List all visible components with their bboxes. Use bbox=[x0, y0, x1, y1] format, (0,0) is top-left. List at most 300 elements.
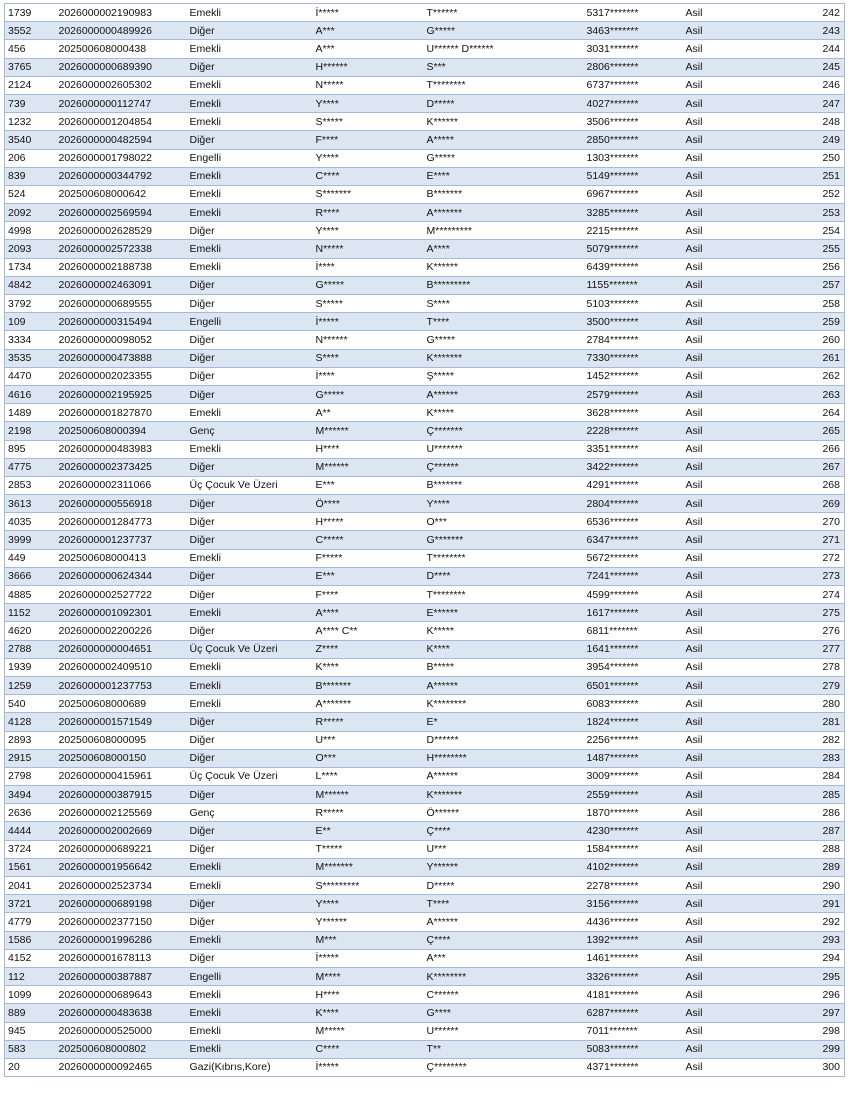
cell-application-no: 2893 bbox=[5, 731, 56, 749]
cell-tc-no: 1617******* bbox=[584, 604, 683, 622]
cell-order-no: 275 bbox=[743, 604, 845, 622]
cell-last-name: U****** D****** bbox=[424, 40, 584, 58]
cell-first-name: E*** bbox=[313, 567, 424, 585]
cell-application-no: 449 bbox=[5, 549, 56, 567]
cell-category: Diğer bbox=[187, 895, 313, 913]
table-row bbox=[5, 76, 845, 94]
cell-status: Asil bbox=[683, 404, 743, 422]
cell-tc-no: 2228******* bbox=[584, 422, 683, 440]
cell-category: Diğer bbox=[187, 513, 313, 531]
cell-status: Asil bbox=[683, 713, 743, 731]
cell-status: Asil bbox=[683, 658, 743, 676]
cell-tc-no: 6439******* bbox=[584, 258, 683, 276]
cell-application-no: 4842 bbox=[5, 276, 56, 294]
cell-category: Engelli bbox=[187, 313, 313, 331]
cell-application-no: 112 bbox=[5, 967, 56, 985]
cell-first-name: C**** bbox=[313, 167, 424, 185]
cell-order-no: 245 bbox=[743, 58, 845, 76]
cell-category: Emekli bbox=[187, 549, 313, 567]
cell-reference-no: 2026000001678113 bbox=[56, 949, 187, 967]
table-row bbox=[5, 822, 845, 840]
results-table bbox=[4, 3, 845, 1077]
cell-reference-no: 202500608000394 bbox=[56, 422, 187, 440]
table-row bbox=[5, 513, 845, 531]
cell-application-no: 1152 bbox=[5, 604, 56, 622]
cell-tc-no: 4181******* bbox=[584, 986, 683, 1004]
cell-reference-no: 2026000002377150 bbox=[56, 913, 187, 931]
cell-tc-no: 3326******* bbox=[584, 967, 683, 985]
cell-order-no: 242 bbox=[743, 4, 845, 22]
cell-first-name: C**** bbox=[313, 1040, 424, 1058]
cell-application-no: 4779 bbox=[5, 913, 56, 931]
cell-last-name: Ö****** bbox=[424, 804, 584, 822]
cell-last-name: K****** bbox=[424, 258, 584, 276]
cell-first-name: H****** bbox=[313, 58, 424, 76]
cell-first-name: M****** bbox=[313, 458, 424, 476]
cell-category: Emekli bbox=[187, 676, 313, 694]
cell-tc-no: 2215******* bbox=[584, 222, 683, 240]
table-row bbox=[5, 986, 845, 1004]
cell-order-no: 261 bbox=[743, 349, 845, 367]
cell-reference-no: 2026000000473888 bbox=[56, 349, 187, 367]
cell-reference-no: 2026000000092465 bbox=[56, 1058, 187, 1076]
cell-reference-no: 2026000000004651 bbox=[56, 640, 187, 658]
cell-first-name: Y****** bbox=[313, 913, 424, 931]
table-row bbox=[5, 767, 845, 785]
cell-status: Asil bbox=[683, 622, 743, 640]
cell-category: Diğer bbox=[187, 276, 313, 294]
cell-last-name: D***** bbox=[424, 94, 584, 112]
cell-reference-no: 2026000000689198 bbox=[56, 895, 187, 913]
cell-order-no: 250 bbox=[743, 149, 845, 167]
cell-order-no: 248 bbox=[743, 113, 845, 131]
table-row bbox=[5, 185, 845, 203]
cell-status: Asil bbox=[683, 40, 743, 58]
cell-tc-no: 3506******* bbox=[584, 113, 683, 131]
cell-status: Asil bbox=[683, 767, 743, 785]
cell-last-name: T**** bbox=[424, 895, 584, 913]
cell-reference-no: 2026000002188738 bbox=[56, 258, 187, 276]
cell-last-name: A****** bbox=[424, 676, 584, 694]
cell-application-no: 1586 bbox=[5, 931, 56, 949]
cell-last-name: A*** bbox=[424, 949, 584, 967]
cell-status: Asil bbox=[683, 749, 743, 767]
cell-category: Diğer bbox=[187, 58, 313, 76]
cell-order-no: 281 bbox=[743, 713, 845, 731]
table-row bbox=[5, 695, 845, 713]
cell-application-no: 4470 bbox=[5, 367, 56, 385]
cell-category: Emekli bbox=[187, 658, 313, 676]
cell-last-name: T**** bbox=[424, 313, 584, 331]
table-row bbox=[5, 58, 845, 76]
cell-application-no: 206 bbox=[5, 149, 56, 167]
cell-reference-no: 2026000002628529 bbox=[56, 222, 187, 240]
cell-order-no: 280 bbox=[743, 695, 845, 713]
cell-first-name: A**** C** bbox=[313, 622, 424, 640]
cell-status: Asil bbox=[683, 131, 743, 149]
table-row bbox=[5, 40, 845, 58]
cell-last-name: E**** bbox=[424, 167, 584, 185]
cell-tc-no: 1641******* bbox=[584, 640, 683, 658]
cell-order-no: 271 bbox=[743, 531, 845, 549]
cell-status: Asil bbox=[683, 804, 743, 822]
cell-last-name: K****** bbox=[424, 113, 584, 131]
cell-category: Diğer bbox=[187, 786, 313, 804]
cell-status: Asil bbox=[683, 22, 743, 40]
cell-category: Emekli bbox=[187, 604, 313, 622]
cell-reference-no: 202500608000802 bbox=[56, 1040, 187, 1058]
cell-order-no: 298 bbox=[743, 1022, 845, 1040]
cell-last-name: K***** bbox=[424, 622, 584, 640]
cell-application-no: 1739 bbox=[5, 4, 56, 22]
cell-last-name: E* bbox=[424, 713, 584, 731]
cell-status: Asil bbox=[683, 204, 743, 222]
cell-category: Engelli bbox=[187, 149, 313, 167]
cell-status: Asil bbox=[683, 113, 743, 131]
cell-reference-no: 2026000000387887 bbox=[56, 967, 187, 985]
cell-category: Üç Çocuk Ve Üzeri bbox=[187, 640, 313, 658]
cell-last-name: G***** bbox=[424, 149, 584, 167]
cell-first-name: Y**** bbox=[313, 94, 424, 112]
cell-reference-no: 2026000002200226 bbox=[56, 622, 187, 640]
cell-tc-no: 3628******* bbox=[584, 404, 683, 422]
cell-category: Diğer bbox=[187, 349, 313, 367]
cell-last-name: K******* bbox=[424, 786, 584, 804]
cell-reference-no: 2026000000689555 bbox=[56, 295, 187, 313]
table-row bbox=[5, 1004, 845, 1022]
cell-status: Asil bbox=[683, 913, 743, 931]
cell-tc-no: 2784******* bbox=[584, 331, 683, 349]
cell-first-name: M***** bbox=[313, 1022, 424, 1040]
cell-first-name: F***** bbox=[313, 549, 424, 567]
cell-first-name: L**** bbox=[313, 767, 424, 785]
cell-reference-no: 2026000001284773 bbox=[56, 513, 187, 531]
cell-tc-no: 1155******* bbox=[584, 276, 683, 294]
cell-application-no: 583 bbox=[5, 1040, 56, 1058]
cell-first-name: S***** bbox=[313, 113, 424, 131]
cell-last-name: U******* bbox=[424, 440, 584, 458]
cell-last-name: T******** bbox=[424, 76, 584, 94]
cell-application-no: 3765 bbox=[5, 58, 56, 76]
cell-order-no: 273 bbox=[743, 567, 845, 585]
table-row bbox=[5, 204, 845, 222]
cell-application-no: 3792 bbox=[5, 295, 56, 313]
cell-first-name: C***** bbox=[313, 531, 424, 549]
cell-order-no: 282 bbox=[743, 731, 845, 749]
cell-last-name: D***** bbox=[424, 877, 584, 895]
cell-tc-no: 6536******* bbox=[584, 513, 683, 531]
cell-first-name: A**** bbox=[313, 604, 424, 622]
cell-reference-no: 2026000000483983 bbox=[56, 440, 187, 458]
cell-application-no: 3721 bbox=[5, 895, 56, 913]
cell-order-no: 272 bbox=[743, 549, 845, 567]
cell-last-name: G***** bbox=[424, 331, 584, 349]
cell-last-name: Ş***** bbox=[424, 367, 584, 385]
cell-category: Emekli bbox=[187, 404, 313, 422]
cell-tc-no: 6737******* bbox=[584, 76, 683, 94]
table-row bbox=[5, 385, 845, 403]
cell-application-no: 895 bbox=[5, 440, 56, 458]
cell-last-name: G***** bbox=[424, 22, 584, 40]
cell-application-no: 3540 bbox=[5, 131, 56, 149]
cell-last-name: A****** bbox=[424, 767, 584, 785]
cell-last-name: Y**** bbox=[424, 495, 584, 513]
cell-application-no: 2041 bbox=[5, 877, 56, 895]
cell-application-no: 109 bbox=[5, 313, 56, 331]
cell-category: Diğer bbox=[187, 495, 313, 513]
cell-category: Diğer bbox=[187, 331, 313, 349]
table-row bbox=[5, 240, 845, 258]
cell-first-name: Y**** bbox=[313, 149, 424, 167]
cell-category: Genç bbox=[187, 422, 313, 440]
table-row bbox=[5, 258, 845, 276]
cell-first-name: R***** bbox=[313, 713, 424, 731]
table-row bbox=[5, 331, 845, 349]
cell-first-name: E** bbox=[313, 822, 424, 840]
cell-reference-no: 2026000000482594 bbox=[56, 131, 187, 149]
cell-order-no: 253 bbox=[743, 204, 845, 222]
cell-order-no: 252 bbox=[743, 185, 845, 203]
cell-order-no: 254 bbox=[743, 222, 845, 240]
cell-tc-no: 3351******* bbox=[584, 440, 683, 458]
cell-tc-no: 5149******* bbox=[584, 167, 683, 185]
cell-status: Asil bbox=[683, 1058, 743, 1076]
cell-category: Diğer bbox=[187, 385, 313, 403]
cell-tc-no: 3954******* bbox=[584, 658, 683, 676]
cell-status: Asil bbox=[683, 986, 743, 1004]
cell-status: Asil bbox=[683, 695, 743, 713]
cell-last-name: K******** bbox=[424, 695, 584, 713]
cell-tc-no: 6501******* bbox=[584, 676, 683, 694]
cell-category: Diğer bbox=[187, 222, 313, 240]
cell-application-no: 4775 bbox=[5, 458, 56, 476]
cell-order-no: 260 bbox=[743, 331, 845, 349]
cell-reference-no: 2026000002190983 bbox=[56, 4, 187, 22]
cell-application-no: 4885 bbox=[5, 586, 56, 604]
cell-order-no: 274 bbox=[743, 586, 845, 604]
cell-last-name: A***** bbox=[424, 131, 584, 149]
table-row bbox=[5, 586, 845, 604]
cell-application-no: 3613 bbox=[5, 495, 56, 513]
cell-first-name: S********* bbox=[313, 877, 424, 895]
cell-reference-no: 2026000001956642 bbox=[56, 858, 187, 876]
cell-last-name: A**** bbox=[424, 240, 584, 258]
cell-status: Asil bbox=[683, 167, 743, 185]
cell-last-name: K******** bbox=[424, 967, 584, 985]
cell-tc-no: 1824******* bbox=[584, 713, 683, 731]
cell-last-name: S**** bbox=[424, 295, 584, 313]
cell-application-no: 2853 bbox=[5, 476, 56, 494]
cell-tc-no: 2806******* bbox=[584, 58, 683, 76]
cell-status: Asil bbox=[683, 385, 743, 403]
table-row bbox=[5, 967, 845, 985]
cell-first-name: G***** bbox=[313, 276, 424, 294]
cell-order-no: 296 bbox=[743, 986, 845, 1004]
cell-order-no: 278 bbox=[743, 658, 845, 676]
cell-reference-no: 202500608000095 bbox=[56, 731, 187, 749]
cell-category: Engelli bbox=[187, 967, 313, 985]
cell-tc-no: 4027******* bbox=[584, 94, 683, 112]
cell-category: Emekli bbox=[187, 40, 313, 58]
cell-category: Üç Çocuk Ve Üzeri bbox=[187, 767, 313, 785]
cell-reference-no: 2026000000415961 bbox=[56, 767, 187, 785]
cell-order-no: 295 bbox=[743, 967, 845, 985]
cell-category: Emekli bbox=[187, 240, 313, 258]
cell-status: Asil bbox=[683, 422, 743, 440]
cell-category: Emekli bbox=[187, 986, 313, 1004]
cell-last-name: T******** bbox=[424, 586, 584, 604]
table-row bbox=[5, 1040, 845, 1058]
cell-first-name: Y**** bbox=[313, 895, 424, 913]
table-row bbox=[5, 877, 845, 895]
cell-first-name: R**** bbox=[313, 204, 424, 222]
cell-order-no: 283 bbox=[743, 749, 845, 767]
cell-last-name: D**** bbox=[424, 567, 584, 585]
cell-reference-no: 2026000000624344 bbox=[56, 567, 187, 585]
cell-application-no: 2093 bbox=[5, 240, 56, 258]
cell-tc-no: 3285******* bbox=[584, 204, 683, 222]
table-row bbox=[5, 840, 845, 858]
cell-status: Asil bbox=[683, 458, 743, 476]
cell-application-no: 3334 bbox=[5, 331, 56, 349]
cell-application-no: 1561 bbox=[5, 858, 56, 876]
cell-reference-no: 2026000001237737 bbox=[56, 531, 187, 549]
cell-order-no: 266 bbox=[743, 440, 845, 458]
cell-tc-no: 2256******* bbox=[584, 731, 683, 749]
cell-status: Asil bbox=[683, 149, 743, 167]
cell-first-name: F**** bbox=[313, 586, 424, 604]
cell-category: Diğer bbox=[187, 949, 313, 967]
cell-category: Emekli bbox=[187, 1004, 313, 1022]
cell-application-no: 3666 bbox=[5, 567, 56, 585]
table-row bbox=[5, 913, 845, 931]
cell-last-name: T****** bbox=[424, 4, 584, 22]
cell-application-no: 2788 bbox=[5, 640, 56, 658]
table-row bbox=[5, 731, 845, 749]
cell-first-name: M*** bbox=[313, 931, 424, 949]
cell-reference-no: 2026000002023355 bbox=[56, 367, 187, 385]
table-row bbox=[5, 458, 845, 476]
cell-application-no: 3724 bbox=[5, 840, 56, 858]
cell-reference-no: 2026000000489926 bbox=[56, 22, 187, 40]
cell-order-no: 288 bbox=[743, 840, 845, 858]
cell-last-name: T******** bbox=[424, 549, 584, 567]
cell-reference-no: 2026000002463091 bbox=[56, 276, 187, 294]
cell-category: Diğer bbox=[187, 749, 313, 767]
cell-status: Asil bbox=[683, 549, 743, 567]
cell-order-no: 291 bbox=[743, 895, 845, 913]
cell-status: Asil bbox=[683, 531, 743, 549]
cell-tc-no: 4102******* bbox=[584, 858, 683, 876]
table-row bbox=[5, 422, 845, 440]
cell-last-name: Ç**** bbox=[424, 822, 584, 840]
cell-category: Üç Çocuk Ve Üzeri bbox=[187, 476, 313, 494]
cell-reference-no: 2026000001237753 bbox=[56, 676, 187, 694]
cell-status: Asil bbox=[683, 349, 743, 367]
table-row bbox=[5, 404, 845, 422]
table-row bbox=[5, 276, 845, 294]
cell-status: Asil bbox=[683, 822, 743, 840]
cell-last-name: T** bbox=[424, 1040, 584, 1058]
cell-application-no: 4998 bbox=[5, 222, 56, 240]
table-row bbox=[5, 895, 845, 913]
table-row bbox=[5, 749, 845, 767]
table-row bbox=[5, 313, 845, 331]
cell-tc-no: 5103******* bbox=[584, 295, 683, 313]
cell-reference-no: 2026000000525000 bbox=[56, 1022, 187, 1040]
cell-first-name: S**** bbox=[313, 349, 424, 367]
cell-status: Asil bbox=[683, 440, 743, 458]
table-row bbox=[5, 531, 845, 549]
cell-reference-no: 2026000000556918 bbox=[56, 495, 187, 513]
cell-tc-no: 2559******* bbox=[584, 786, 683, 804]
results-table-container bbox=[4, 3, 844, 1077]
cell-application-no: 2092 bbox=[5, 204, 56, 222]
cell-last-name: G******* bbox=[424, 531, 584, 549]
cell-status: Asil bbox=[683, 877, 743, 895]
cell-order-no: 249 bbox=[743, 131, 845, 149]
table-row bbox=[5, 440, 845, 458]
cell-last-name: Ç******** bbox=[424, 1058, 584, 1076]
cell-reference-no: 2026000000689390 bbox=[56, 58, 187, 76]
cell-order-no: 276 bbox=[743, 622, 845, 640]
cell-application-no: 2915 bbox=[5, 749, 56, 767]
cell-status: Asil bbox=[683, 858, 743, 876]
cell-reference-no: 2026000001996286 bbox=[56, 931, 187, 949]
cell-order-no: 243 bbox=[743, 22, 845, 40]
cell-order-no: 265 bbox=[743, 422, 845, 440]
table-row bbox=[5, 658, 845, 676]
cell-reference-no: 2026000001204854 bbox=[56, 113, 187, 131]
cell-reference-no: 2026000000689643 bbox=[56, 986, 187, 1004]
cell-reference-no: 2026000000098052 bbox=[56, 331, 187, 349]
cell-application-no: 889 bbox=[5, 1004, 56, 1022]
cell-status: Asil bbox=[683, 313, 743, 331]
cell-order-no: 293 bbox=[743, 931, 845, 949]
cell-last-name: G**** bbox=[424, 1004, 584, 1022]
cell-reference-no: 2026000002605302 bbox=[56, 76, 187, 94]
cell-order-no: 279 bbox=[743, 676, 845, 694]
cell-order-no: 264 bbox=[743, 404, 845, 422]
cell-first-name: S******* bbox=[313, 185, 424, 203]
table-row bbox=[5, 622, 845, 640]
cell-status: Asil bbox=[683, 513, 743, 531]
cell-order-no: 258 bbox=[743, 295, 845, 313]
cell-first-name: N***** bbox=[313, 76, 424, 94]
cell-status: Asil bbox=[683, 476, 743, 494]
cell-category: Emekli bbox=[187, 877, 313, 895]
cell-order-no: 246 bbox=[743, 76, 845, 94]
cell-category: Gazi(Kıbrıs,Kore) bbox=[187, 1058, 313, 1076]
cell-reference-no: 2026000002311066 bbox=[56, 476, 187, 494]
cell-reference-no: 2026000002523734 bbox=[56, 877, 187, 895]
cell-order-no: 289 bbox=[743, 858, 845, 876]
table-body bbox=[5, 4, 845, 1077]
cell-tc-no: 4371******* bbox=[584, 1058, 683, 1076]
cell-last-name: K******* bbox=[424, 349, 584, 367]
cell-category: Emekli bbox=[187, 1040, 313, 1058]
cell-tc-no: 3156******* bbox=[584, 895, 683, 913]
cell-application-no: 2124 bbox=[5, 76, 56, 94]
cell-application-no: 3535 bbox=[5, 349, 56, 367]
cell-tc-no: 1487******* bbox=[584, 749, 683, 767]
cell-category: Emekli bbox=[187, 258, 313, 276]
table-row bbox=[5, 495, 845, 513]
cell-category: Diğer bbox=[187, 458, 313, 476]
table-row bbox=[5, 676, 845, 694]
cell-reference-no: 2026000000112747 bbox=[56, 94, 187, 112]
table-row bbox=[5, 786, 845, 804]
